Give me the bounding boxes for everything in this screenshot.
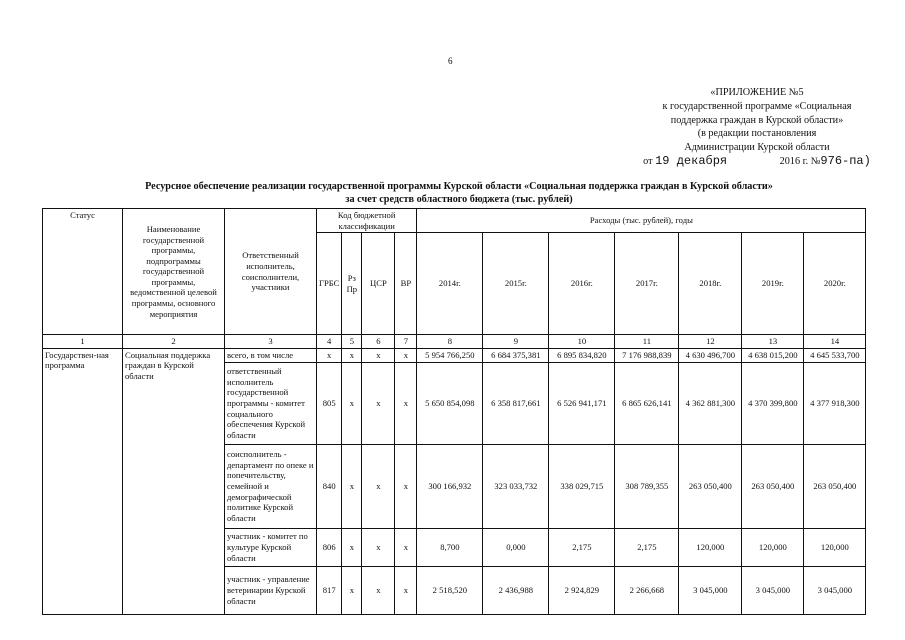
rzpr-cell: х bbox=[342, 444, 362, 528]
header-year: 2020г. bbox=[804, 233, 866, 335]
header-rzpr: Рз Пр bbox=[342, 233, 362, 335]
header-name: Наименование государственной программы, подпрограммы государственной программы, ведомственной целевой программы, основного мероприятия bbox=[123, 209, 225, 335]
col-number: 8 bbox=[417, 335, 483, 349]
program-name-cell: Социальная поддержка граждан в Курской области bbox=[123, 348, 225, 614]
value-cell: 2 518,520 bbox=[417, 566, 483, 614]
appendix-header bbox=[612, 86, 902, 169]
value-cell: 120,000 bbox=[679, 528, 742, 566]
rzpr-cell: х bbox=[342, 348, 362, 362]
header-year: 2019г. bbox=[742, 233, 804, 335]
vr-cell: х bbox=[395, 348, 417, 362]
value-cell: 4 377 918,300 bbox=[804, 362, 866, 444]
value-cell: 5 650 854,098 bbox=[417, 362, 483, 444]
appendix-line3: поддержка граждан в Курской области» bbox=[670, 114, 844, 126]
value-cell: 2,175 bbox=[615, 528, 679, 566]
col-number: 12 bbox=[679, 335, 742, 349]
value-cell: 4 370 399,800 bbox=[742, 362, 804, 444]
date-prefix: от bbox=[643, 155, 653, 167]
value-cell: 120,000 bbox=[742, 528, 804, 566]
appendix-date bbox=[612, 155, 902, 169]
value-cell: 2,175 bbox=[549, 528, 615, 566]
csr-cell: х bbox=[362, 566, 395, 614]
value-cell: 8,700 bbox=[417, 528, 483, 566]
title-line2: за счет средств областного бюджета (тыс. рублей) bbox=[345, 194, 573, 205]
value-cell: 120,000 bbox=[804, 528, 866, 566]
value-cell: 4 638 015,200 bbox=[742, 348, 804, 362]
col-number: 14 bbox=[804, 335, 866, 349]
doc-number: 976-па) bbox=[820, 153, 871, 168]
document-title bbox=[40, 180, 878, 206]
col-number: 2 bbox=[123, 335, 225, 349]
grbs-cell: 805 bbox=[317, 362, 342, 444]
vr-cell: х bbox=[395, 566, 417, 614]
value-cell: 4 645 533,700 bbox=[804, 348, 866, 362]
grbs-cell: 817 bbox=[317, 566, 342, 614]
grbs-cell: 806 bbox=[317, 528, 342, 566]
grbs-cell: 840 bbox=[317, 444, 342, 528]
col-number: 13 bbox=[742, 335, 804, 349]
value-cell: 338 029,715 bbox=[549, 444, 615, 528]
col-number: 4 bbox=[317, 335, 342, 349]
value-cell: 6 865 626,141 bbox=[615, 362, 679, 444]
status-cell: Государствен-ная программа bbox=[43, 348, 123, 614]
responsible-cell: участник - комитет по культуре Курской области bbox=[225, 528, 317, 566]
header-expenses: Расходы (тыс. рублей), годы bbox=[417, 209, 866, 233]
value-cell: 4 362 881,300 bbox=[679, 362, 742, 444]
csr-cell: х bbox=[362, 444, 395, 528]
value-cell: 3 045,000 bbox=[742, 566, 804, 614]
page-number: 6 bbox=[448, 56, 453, 66]
appendix-line5: Администрации Курской области bbox=[684, 142, 830, 154]
rzpr-cell: х bbox=[342, 566, 362, 614]
csr-cell: х bbox=[362, 348, 395, 362]
header-responsible: Ответственный исполнитель, соисполнители, участники bbox=[225, 209, 317, 335]
column-number-row bbox=[43, 335, 866, 349]
value-cell: 2 924,829 bbox=[549, 566, 615, 614]
vr-cell: х bbox=[395, 444, 417, 528]
value-cell: 3 045,000 bbox=[804, 566, 866, 614]
col-number: 6 bbox=[362, 335, 395, 349]
value-cell: 3 045,000 bbox=[679, 566, 742, 614]
value-cell: 4 630 496,700 bbox=[679, 348, 742, 362]
header-budget-code: Код бюджетной классификации bbox=[317, 209, 417, 233]
date-year: 2016 г. № bbox=[779, 155, 821, 167]
appendix-line1: «ПРИЛОЖЕНИЕ №5 bbox=[710, 87, 804, 98]
value-cell: 5 954 766,250 bbox=[417, 348, 483, 362]
vr-cell: х bbox=[395, 528, 417, 566]
title-line1: Ресурсное обеспечение реализации государственной программы Курской области «Социальная поддержка граждан в Курской области» bbox=[145, 181, 773, 192]
header-year: 2016г. bbox=[549, 233, 615, 335]
vr-cell: х bbox=[395, 362, 417, 444]
rzpr-cell: х bbox=[342, 528, 362, 566]
header-status: Статус bbox=[43, 209, 123, 335]
rzpr-cell: х bbox=[342, 362, 362, 444]
col-number: 9 bbox=[483, 335, 549, 349]
col-number: 7 bbox=[395, 335, 417, 349]
value-cell: 6 895 834,820 bbox=[549, 348, 615, 362]
value-cell: 308 789,355 bbox=[615, 444, 679, 528]
value-cell: 6 358 817,661 bbox=[483, 362, 549, 444]
header-year: 2015г. bbox=[483, 233, 549, 335]
value-cell: 2 266,668 bbox=[615, 566, 679, 614]
appendix-line2: к государственной программе «Социальная bbox=[662, 100, 852, 112]
value-cell: 7 176 988,839 bbox=[615, 348, 679, 362]
value-cell: 323 033,732 bbox=[483, 444, 549, 528]
responsible-cell: соисполнитель - департамент по опеке и попечительству, семейной и демографической политике Курской области bbox=[225, 444, 317, 528]
csr-cell: х bbox=[362, 362, 395, 444]
header-year: 2014г. bbox=[417, 233, 483, 335]
header-vr: ВР bbox=[395, 233, 417, 335]
csr-cell: х bbox=[362, 528, 395, 566]
responsible-cell: всего, в том числе bbox=[225, 348, 317, 362]
responsible-cell: ответственный исполнитель государственной программы - комитет социального обеспечения Курской области bbox=[225, 362, 317, 444]
responsible-cell: участник - управление ветеринарии Курской области bbox=[225, 566, 317, 614]
col-number: 5 bbox=[342, 335, 362, 349]
header-csr: ЦСР bbox=[362, 233, 395, 335]
value-cell: 300 166,932 bbox=[417, 444, 483, 528]
header-year: 2018г. bbox=[679, 233, 742, 335]
grbs-cell: х bbox=[317, 348, 342, 362]
table-row bbox=[43, 348, 866, 362]
header-year: 2017г. bbox=[615, 233, 679, 335]
value-cell: 6 684 375,381 bbox=[483, 348, 549, 362]
header-grbs: ГРБС bbox=[317, 233, 342, 335]
value-cell: 263 050,400 bbox=[742, 444, 804, 528]
appendix-line4: (в редакции постановления bbox=[697, 128, 817, 140]
value-cell: 6 526 941,171 bbox=[549, 362, 615, 444]
col-number: 1 bbox=[43, 335, 123, 349]
resource-table bbox=[42, 208, 866, 615]
value-cell: 0,000 bbox=[483, 528, 549, 566]
col-number: 11 bbox=[615, 335, 679, 349]
value-cell: 2 436,988 bbox=[483, 566, 549, 614]
col-number: 10 bbox=[549, 335, 615, 349]
date-day-month: 19 декабря bbox=[655, 153, 728, 168]
col-number: 3 bbox=[225, 335, 317, 349]
value-cell: 263 050,400 bbox=[679, 444, 742, 528]
value-cell: 263 050,400 bbox=[804, 444, 866, 528]
